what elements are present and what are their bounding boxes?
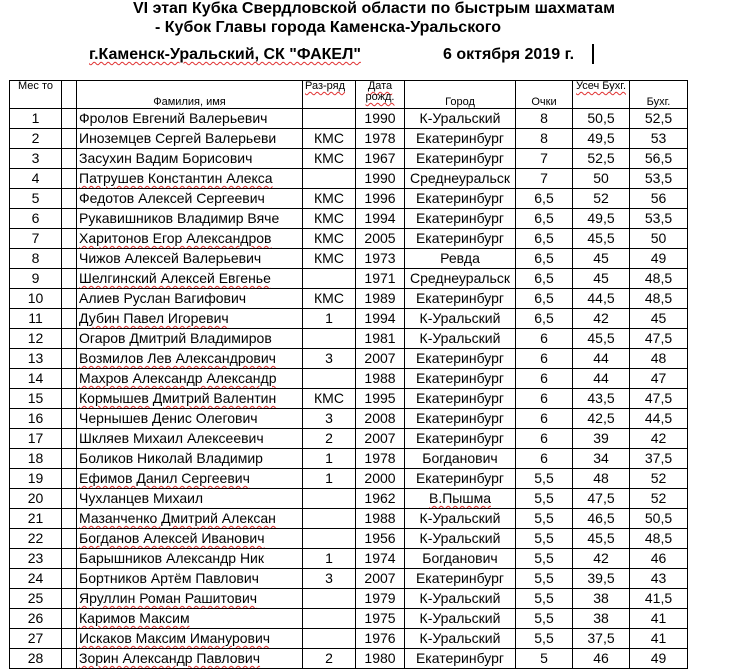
cell-birth: 1976 (356, 629, 405, 649)
table-row (10, 169, 688, 189)
cell-spacer (62, 229, 77, 249)
cell-city: В.Пышма (405, 489, 516, 509)
cell-name: Шелгинский Алексей Евгенье (77, 269, 303, 289)
cell-name: Чухланцев Михаил (77, 489, 303, 509)
cell-points: 6,5 (516, 189, 573, 209)
cell-rank: КМС (303, 249, 356, 269)
cell-buch: 47,5 (630, 389, 688, 409)
cell-rank: 2 (303, 429, 356, 449)
cell-spacer (62, 149, 77, 169)
cell-city: К-Уральский (405, 629, 516, 649)
col-city-header: Город (405, 81, 516, 109)
cell-name: Боликов Николай Владимир (77, 449, 303, 469)
cell-birth: 2007 (356, 349, 405, 369)
cell-buch: 48,5 (630, 289, 688, 309)
table-row (10, 369, 688, 389)
cell-place: 20 (10, 489, 62, 509)
table-row (10, 529, 688, 549)
cell-spacer (62, 389, 77, 409)
cell-cut: 39 (573, 429, 630, 449)
cell-birth: 1994 (356, 309, 405, 329)
cell-points: 5,5 (516, 469, 573, 489)
cell-rank: 3 (303, 569, 356, 589)
cell-rank (303, 109, 356, 129)
cell-cut: 39,5 (573, 569, 630, 589)
cell-buch: 42 (630, 429, 688, 449)
cell-city: Екатеринбург (405, 229, 516, 249)
cell-place: 7 (10, 229, 62, 249)
cell-spacer (62, 129, 77, 149)
cell-spacer (62, 249, 77, 269)
cell-place: 14 (10, 369, 62, 389)
table-row (10, 149, 688, 169)
cell-rank (303, 609, 356, 629)
table-row (10, 309, 688, 329)
col-rank-header: Раз-ряд (303, 81, 356, 109)
table-row (10, 629, 688, 649)
cell-spacer (62, 369, 77, 389)
cell-points: 5,5 (516, 489, 573, 509)
cell-buch: 41 (630, 609, 688, 629)
cell-cut: 47,5 (573, 489, 630, 509)
cell-birth: 1989 (356, 289, 405, 309)
cell-city: К-Уральский (405, 309, 516, 329)
cell-cut: 50 (573, 169, 630, 189)
cell-place: 5 (10, 189, 62, 209)
cell-spacer (62, 289, 77, 309)
cell-name: Махров Александр Александр (77, 369, 303, 389)
cell-points: 6 (516, 389, 573, 409)
table-row (10, 229, 688, 249)
cell-city: К-Уральский (405, 529, 516, 549)
cell-buch: 50 (630, 229, 688, 249)
cell-birth: 1956 (356, 529, 405, 549)
event-location (89, 46, 361, 64)
cell-birth: 2005 (356, 229, 405, 249)
cell-spacer (62, 449, 77, 469)
cell-place: 28 (10, 649, 62, 669)
cell-spacer (62, 509, 77, 529)
event-date: 6 октября 2019 г. (443, 46, 575, 63)
cell-city: К-Уральский (405, 609, 516, 629)
cell-buch: 45 (630, 309, 688, 329)
cell-city: Екатеринбург (405, 369, 516, 389)
cell-rank (303, 509, 356, 529)
col-points-header: Очки (516, 81, 573, 109)
cell-name: Федотов Алексей Сергеевич (77, 189, 303, 209)
cell-cut: 49,5 (573, 209, 630, 229)
col-cut-header: Усеч Бухг. (573, 81, 630, 109)
table-row (10, 569, 688, 589)
table-row (10, 649, 688, 669)
cell-name: Каримов Максим (77, 609, 303, 629)
table-row (10, 269, 688, 289)
cell-birth: 1978 (356, 449, 405, 469)
table-row (10, 449, 688, 469)
cell-city: Екатеринбург (405, 129, 516, 149)
table-row (10, 589, 688, 609)
cell-buch: 52,5 (630, 109, 688, 129)
table-row (10, 209, 688, 229)
cell-birth: 1996 (356, 189, 405, 209)
cell-place: 4 (10, 169, 62, 189)
cell-spacer (62, 409, 77, 429)
cell-buch: 56,5 (630, 149, 688, 169)
cell-points: 6 (516, 449, 573, 469)
cell-rank: КМС (303, 289, 356, 309)
table-row (10, 249, 688, 269)
cell-name: Патрушев Константин Алекса (77, 169, 303, 189)
table-row (10, 109, 688, 129)
cell-cut: 48 (573, 469, 630, 489)
cell-birth: 2000 (356, 469, 405, 489)
cell-name: Кормышев Дмитрий Валентин (77, 389, 303, 409)
cell-city: Богданович (405, 449, 516, 469)
cell-birth: 1995 (356, 389, 405, 409)
cell-rank: 1 (303, 469, 356, 489)
table-row (10, 469, 688, 489)
cell-city: Екатеринбург (405, 409, 516, 429)
cell-place: 19 (10, 469, 62, 489)
cell-name: Чернышев Денис Олегович (77, 409, 303, 429)
cell-name: Яруллин Роман Рашитович (77, 589, 303, 609)
cell-points: 5,5 (516, 509, 573, 529)
cell-city: К-Уральский (405, 509, 516, 529)
cell-cut: 52 (573, 189, 630, 209)
cell-place: 18 (10, 449, 62, 469)
cell-spacer (62, 429, 77, 449)
cell-place: 12 (10, 329, 62, 349)
cell-birth: 1980 (356, 649, 405, 669)
cell-points: 8 (516, 109, 573, 129)
cell-name: Иноземцев Сергей Валерьеви (77, 129, 303, 149)
cell-city: Екатеринбург (405, 289, 516, 309)
cell-city: К-Уральский (405, 329, 516, 349)
cell-buch: 52 (630, 489, 688, 509)
cell-rank (303, 329, 356, 349)
table-header-row (10, 81, 688, 109)
cell-name: Шкляев Михаил Алексеевич (77, 429, 303, 449)
cell-name: Чижов Алексей Валерьевич (77, 249, 303, 269)
cell-points: 6 (516, 369, 573, 389)
table-row (10, 549, 688, 569)
text-cursor (592, 44, 594, 64)
cell-place: 8 (10, 249, 62, 269)
cell-points: 5 (516, 649, 573, 669)
cell-spacer (62, 329, 77, 349)
cell-place: 16 (10, 409, 62, 429)
cell-place: 3 (10, 149, 62, 169)
cell-rank: 3 (303, 409, 356, 429)
cell-buch: 52 (630, 469, 688, 489)
cell-spacer (62, 169, 77, 189)
cell-birth: 2008 (356, 409, 405, 429)
cell-points: 6,5 (516, 249, 573, 269)
cell-name: Алиев Руслан Вагифович (77, 289, 303, 309)
table-row (10, 329, 688, 349)
cell-buch: 49 (630, 249, 688, 269)
table-row (10, 489, 688, 509)
cell-birth: 1967 (356, 149, 405, 169)
cell-name: Бортников Артём Павлович (77, 569, 303, 589)
cell-cut: 45 (573, 249, 630, 269)
cell-rank: КМС (303, 229, 356, 249)
cell-place: 23 (10, 549, 62, 569)
cell-points: 6 (516, 429, 573, 449)
cell-rank: 1 (303, 449, 356, 469)
cell-place: 2 (10, 129, 62, 149)
cell-cut: 45,5 (573, 229, 630, 249)
cell-place: 15 (10, 389, 62, 409)
cell-points: 8 (516, 129, 573, 149)
cell-city: К-Уральский (405, 109, 516, 129)
cell-birth: 1978 (356, 129, 405, 149)
cell-spacer (62, 589, 77, 609)
cell-city: Екатеринбург (405, 429, 516, 449)
cell-buch: 56 (630, 189, 688, 209)
cell-rank: КМС (303, 209, 356, 229)
cell-place: 1 (10, 109, 62, 129)
cell-buch: 41,5 (630, 589, 688, 609)
cell-points: 6,5 (516, 269, 573, 289)
cell-cut: 42 (573, 309, 630, 329)
cell-rank (303, 529, 356, 549)
cell-cut: 44 (573, 369, 630, 389)
cell-points: 6,5 (516, 229, 573, 249)
cell-city: Екатеринбург (405, 149, 516, 169)
cell-cut: 42 (573, 549, 630, 569)
title-line-2: - Кубок Главы города Каменска-Уральского (155, 19, 501, 36)
table-row (10, 429, 688, 449)
table-row (10, 409, 688, 429)
cell-place: 27 (10, 629, 62, 649)
cell-cut: 45,5 (573, 329, 630, 349)
cell-rank (303, 269, 356, 289)
cell-points: 7 (516, 169, 573, 189)
cell-cut: 42,5 (573, 409, 630, 429)
cell-birth: 1990 (356, 109, 405, 129)
cell-city: Екатеринбург (405, 349, 516, 369)
cell-cut: 38 (573, 589, 630, 609)
cell-place: 6 (10, 209, 62, 229)
cell-spacer (62, 189, 77, 209)
cell-buch: 48,5 (630, 529, 688, 549)
cell-buch: 48 (630, 349, 688, 369)
cell-cut: 37,5 (573, 629, 630, 649)
cell-rank (303, 489, 356, 509)
table-row (10, 289, 688, 309)
cell-name: Засухин Вадим Борисович (77, 149, 303, 169)
cell-buch: 50,5 (630, 509, 688, 529)
cell-city: Екатеринбург (405, 389, 516, 409)
cell-points: 5,5 (516, 609, 573, 629)
cell-buch: 37,5 (630, 449, 688, 469)
cell-points: 5,5 (516, 549, 573, 569)
cell-rank: КМС (303, 129, 356, 149)
cell-buch: 41 (630, 629, 688, 649)
table-row (10, 509, 688, 529)
cell-place: 17 (10, 429, 62, 449)
cell-city: Екатеринбург (405, 469, 516, 489)
cell-birth: 1979 (356, 589, 405, 609)
cell-place: 13 (10, 349, 62, 369)
cell-name: Богданов Алексей Иванович (77, 529, 303, 549)
cell-city: Екатеринбург (405, 189, 516, 209)
results-table (9, 80, 688, 669)
cell-buch: 48,5 (630, 269, 688, 289)
cell-rank (303, 589, 356, 609)
cell-rank: КМС (303, 149, 356, 169)
cell-points: 5,5 (516, 589, 573, 609)
cell-cut: 52,5 (573, 149, 630, 169)
cell-spacer (62, 269, 77, 289)
cell-name: Харитонов Егор Александров (77, 229, 303, 249)
cell-city: Екатеринбург (405, 649, 516, 669)
cell-spacer (62, 469, 77, 489)
cell-spacer (62, 209, 77, 229)
cell-city: Екатеринбург (405, 209, 516, 229)
cell-points: 6 (516, 329, 573, 349)
cell-place: 22 (10, 529, 62, 549)
table-row (10, 129, 688, 149)
cell-cut: 44 (573, 349, 630, 369)
cell-cut: 49,5 (573, 129, 630, 149)
cell-place: 25 (10, 589, 62, 609)
cell-name: Искаков Максим Иманурович (77, 629, 303, 649)
col-buch-header: Бухг. (630, 81, 688, 109)
cell-spacer (62, 649, 77, 669)
cell-place: 9 (10, 269, 62, 289)
cell-name: Рукавишников Владимир Вяче (77, 209, 303, 229)
table-row (10, 609, 688, 629)
cell-points: 6,5 (516, 209, 573, 229)
cell-birth: 1990 (356, 169, 405, 189)
cell-name: Огаров Дмитрий Владимиров (77, 329, 303, 349)
cell-city: Екатеринбург (405, 569, 516, 589)
cell-spacer (62, 549, 77, 569)
cell-spacer (62, 609, 77, 629)
cell-name: Фролов Евгений Валерьевич (77, 109, 303, 129)
cell-name: Ефимов Данил Сергеевич (77, 469, 303, 489)
cell-rank (303, 169, 356, 189)
cell-spacer (62, 629, 77, 649)
cell-place: 11 (10, 309, 62, 329)
cell-buch: 47 (630, 369, 688, 389)
cell-birth: 1981 (356, 329, 405, 349)
cell-birth: 1962 (356, 489, 405, 509)
cell-spacer (62, 529, 77, 549)
cell-spacer (62, 569, 77, 589)
cell-rank: КМС (303, 389, 356, 409)
cell-name: Дубин Павел Игоревич (77, 309, 303, 329)
cell-name: Мазанченко Дмитрий Алексан (77, 509, 303, 529)
cell-city: Богданович (405, 549, 516, 569)
cell-city: К-Уральский (405, 589, 516, 609)
cell-rank (303, 629, 356, 649)
cell-cut: 50,5 (573, 109, 630, 129)
cell-name: Возмилов Лев Александрович (77, 349, 303, 369)
cell-city: Ревда (405, 249, 516, 269)
cell-birth: 2007 (356, 569, 405, 589)
title-line-1: VI этап Кубка Свердловской области по быстрым шахматам (133, 0, 615, 17)
cell-rank: КМС (303, 189, 356, 209)
col-place-header: Мес то (10, 81, 62, 109)
cell-points: 6 (516, 349, 573, 369)
cell-cut: 38 (573, 609, 630, 629)
cell-birth: 1988 (356, 509, 405, 529)
col-spacer-header (62, 81, 77, 109)
cell-rank: 3 (303, 349, 356, 369)
cell-points: 5,5 (516, 629, 573, 649)
table-row (10, 349, 688, 369)
cell-buch: 49 (630, 649, 688, 669)
cell-place: 21 (10, 509, 62, 529)
cell-buch: 53,5 (630, 169, 688, 189)
cell-birth: 1973 (356, 249, 405, 269)
cell-points: 5,5 (516, 529, 573, 549)
cell-rank: 1 (303, 309, 356, 329)
cell-birth: 1975 (356, 609, 405, 629)
cell-name: Барышников Александр Ник (77, 549, 303, 569)
cell-points: 6,5 (516, 309, 573, 329)
location-text: г.Каменск-Уральский, СК "ФАКЕЛ" (89, 46, 361, 63)
cell-buch: 47,5 (630, 329, 688, 349)
cell-birth: 1971 (356, 269, 405, 289)
cell-birth: 2007 (356, 429, 405, 449)
cell-birth: 1988 (356, 369, 405, 389)
col-name-header: Фамилия, имя (77, 81, 303, 109)
cell-buch: 53 (630, 129, 688, 149)
cell-place: 10 (10, 289, 62, 309)
cell-buch: 53,5 (630, 209, 688, 229)
cell-buch: 46 (630, 549, 688, 569)
cell-cut: 45 (573, 269, 630, 289)
cell-points: 6 (516, 409, 573, 429)
cell-cut: 34 (573, 449, 630, 469)
cell-cut: 46 (573, 649, 630, 669)
cell-spacer (62, 489, 77, 509)
cell-rank: 2 (303, 649, 356, 669)
cell-cut: 46,5 (573, 509, 630, 529)
cell-cut: 44,5 (573, 289, 630, 309)
cell-spacer (62, 309, 77, 329)
cell-points: 7 (516, 149, 573, 169)
cell-city: Среднеуральск (405, 269, 516, 289)
cell-points: 6,5 (516, 289, 573, 309)
cell-buch: 44,5 (630, 409, 688, 429)
cell-city: Среднеуральск (405, 169, 516, 189)
cell-buch: 43 (630, 569, 688, 589)
cell-points: 5,5 (516, 569, 573, 589)
cell-rank: 1 (303, 549, 356, 569)
col-birth-header: Дата рожд. (356, 81, 405, 109)
cell-birth: 1974 (356, 549, 405, 569)
table-row (10, 389, 688, 409)
cell-birth: 1994 (356, 209, 405, 229)
cell-spacer (62, 349, 77, 369)
cell-cut: 45,5 (573, 529, 630, 549)
cell-place: 24 (10, 569, 62, 589)
cell-rank (303, 369, 356, 389)
table-row (10, 189, 688, 209)
cell-spacer (62, 109, 77, 129)
cell-place: 26 (10, 609, 62, 629)
cell-name: Зорин Александр Павлович (77, 649, 303, 669)
cell-cut: 43,5 (573, 389, 630, 409)
